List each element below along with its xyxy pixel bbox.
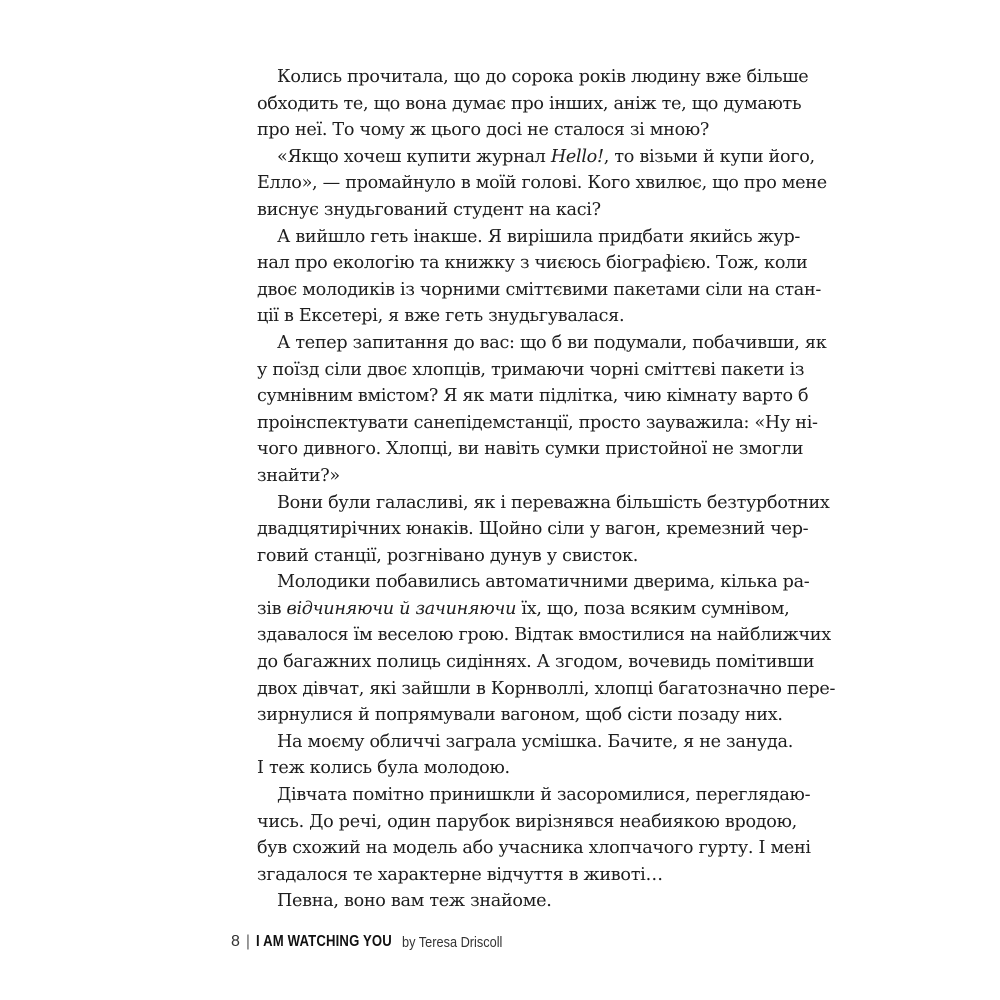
text-line <box>257 383 809 410</box>
text-run: чись. До речі, один парубок вирізнявся неабиякою вродою, <box>257 811 797 832</box>
text-run: їх, що, поза всяким сумнівом, <box>516 598 790 619</box>
text-run: І теж колись була молодою. <box>257 758 510 779</box>
text-run: двадцятирічних юнаків. Щойно сіли у вагон, кремезний чер- <box>257 519 809 540</box>
text-line <box>257 649 815 676</box>
text-run: проінспектувати санепідемстанції, просто зауважила: «Ну ні- <box>257 412 818 433</box>
text-run: говий станції, розгнівано дунув у свисток. <box>257 545 639 566</box>
footer-separator: | <box>245 933 251 950</box>
text-run: двоє молодиків із чорними сміттєвими пакетами сіли на стан- <box>257 279 822 300</box>
text-run: На моєму обличчі заграла усмішка. Бачите, я не зануда. <box>277 731 794 752</box>
paragraph <box>257 888 747 915</box>
text-run: , то візьми й купи його, <box>603 146 815 167</box>
book-author: by Teresa Driscoll <box>402 933 503 951</box>
text-line <box>257 64 809 91</box>
text-run: до багажних полиць сидіннях. А згодом, вочевидь помітивши <box>257 652 815 673</box>
page-footer <box>231 930 520 954</box>
paragraph <box>257 224 822 330</box>
text-run: двох дівчат, які зайшли в Корнволлі, хлопці багатозначно пере- <box>257 678 836 699</box>
text-line <box>257 596 790 623</box>
paragraph <box>257 569 836 729</box>
text-line <box>257 170 827 197</box>
text-line <box>257 862 747 889</box>
text-line <box>257 755 747 782</box>
text-run: у поїзд сіли двоє хлопців, тримаючи чорні сміттєві пакети із <box>257 359 805 380</box>
paragraph <box>257 729 794 782</box>
text-line <box>257 463 747 490</box>
text-line <box>257 250 808 277</box>
paragraph <box>257 64 809 144</box>
text-run: зів <box>257 598 287 619</box>
text-run: «Якщо хочеш купити журнал <box>277 146 551 167</box>
text-run: Колись прочитала, що до сорока років людину вже більше <box>277 67 809 87</box>
text-line <box>257 729 794 756</box>
text-run: Вони були галасливі, як і переважна більшість безтурботних <box>277 492 830 513</box>
text-line <box>257 543 747 570</box>
text-line <box>257 197 747 224</box>
text-run: ції в Ексетері, я вже геть знудьгувалася. <box>257 306 625 327</box>
text-run: сумнівним вмістом? Я як мати підлітка, чию кімнату варто б <box>257 386 809 407</box>
paragraph <box>257 782 811 888</box>
italic-text: відчиняючи й зачиняючи <box>286 598 517 619</box>
page-number: 8 <box>231 933 240 950</box>
text-line <box>257 436 804 463</box>
text-line <box>257 330 827 357</box>
text-line <box>257 782 811 809</box>
text-run: був схожий на модель або учасника хлопчачого гурту. І мені <box>257 838 811 859</box>
text-run: обходить те, що вона думає про інших, аніж те, що думають <box>257 93 802 114</box>
text-run: виснує знудьгований студент на касі? <box>257 199 601 220</box>
text-run: Елло», — промайнуло в моїй голові. Кого хвилює, що про мене <box>257 173 827 194</box>
text-run: знайти?» <box>257 465 340 486</box>
text-line <box>257 622 831 649</box>
text-line <box>257 702 783 729</box>
text-line <box>257 224 801 251</box>
text-run: згадалося те характерне відчуття в животі… <box>257 864 663 885</box>
text-run: чого дивного. Хлопці, ви навіть сумки пристойної не змогли <box>257 439 804 460</box>
text-line <box>257 117 747 144</box>
text-line <box>257 303 747 330</box>
text-run: Молодики побавились автоматичними дверима, кілька ра- <box>277 572 810 593</box>
body-text <box>257 64 836 915</box>
paragraph <box>257 144 827 224</box>
paragraph <box>257 490 830 570</box>
text-line <box>257 516 809 543</box>
text-run: А тепер запитання до вас: що б ви подумали, побачивши, як <box>277 332 827 353</box>
text-run: нал про екологію та книжку з чиєюсь біографією. Тож, коли <box>257 253 808 274</box>
paragraph <box>257 330 827 490</box>
book-title: I AM WATCHING YOU <box>256 933 393 950</box>
text-line <box>257 835 811 862</box>
text-run: Певна, воно вам теж знайоме. <box>277 891 552 912</box>
text-line <box>257 809 797 836</box>
text-line <box>257 277 822 304</box>
text-line <box>257 91 802 118</box>
text-line <box>257 144 815 171</box>
text-run: зирнулися й попрямували вагоном, щоб сісти позаду них. <box>257 705 783 726</box>
text-run: Дівчата помітно принишкли й засоромилися, переглядаю- <box>277 785 811 806</box>
text-line <box>257 676 836 703</box>
text-line <box>257 357 805 384</box>
text-line <box>257 410 818 437</box>
text-run: здавалося їм веселою грою. Відтак вмостилися на найближчих <box>257 625 831 646</box>
text-run: про неї. То чому ж цього досі не сталося зі мною? <box>257 120 710 141</box>
italic-text: Hello! <box>550 146 604 167</box>
text-line <box>257 569 810 596</box>
text-run: А вийшло геть інакше. Я вирішила придбати якийсь жур- <box>277 226 801 247</box>
text-line <box>257 490 830 517</box>
text-line <box>257 888 747 915</box>
